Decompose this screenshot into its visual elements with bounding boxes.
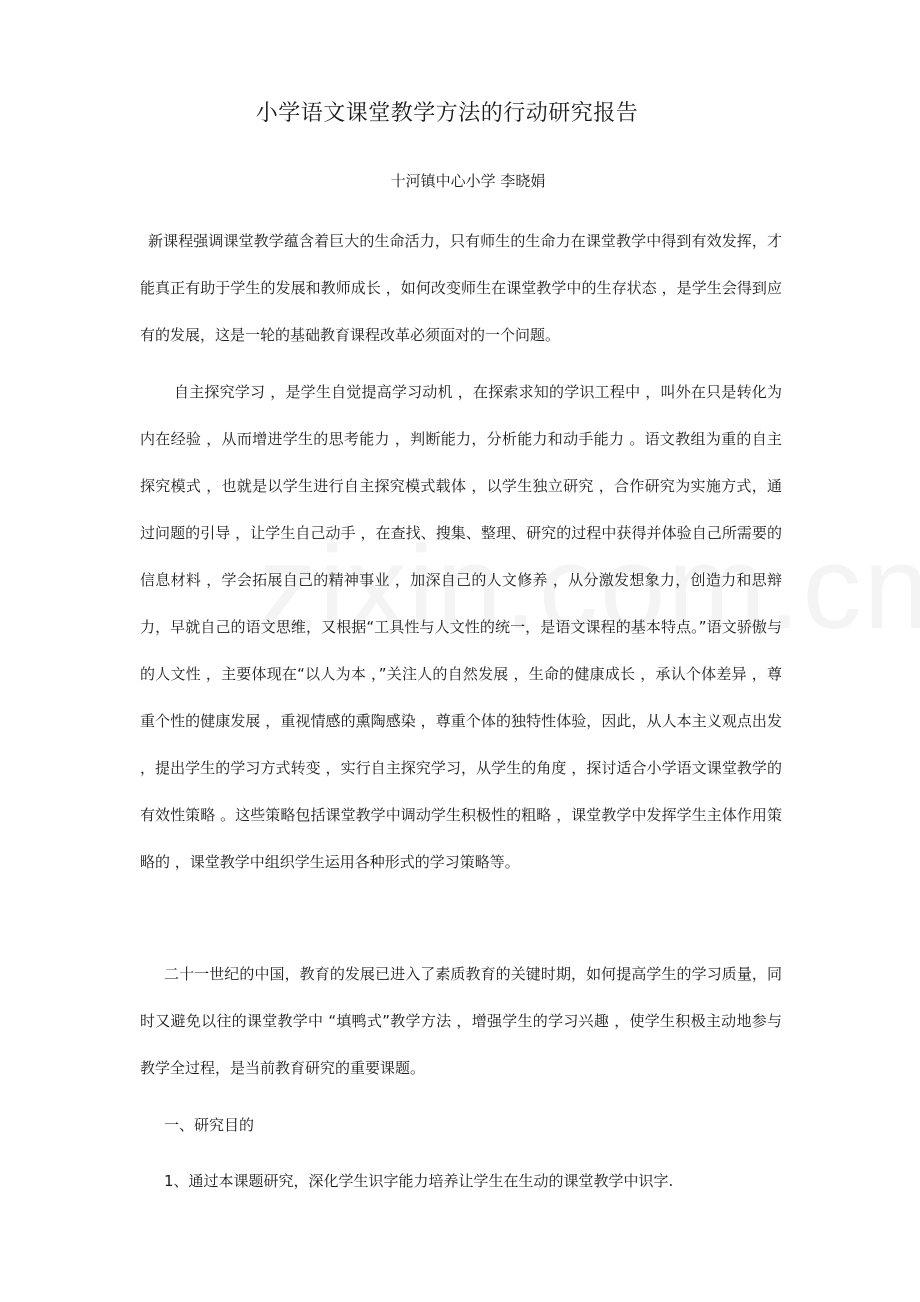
paragraph-intro: 新课程强调课堂教学蕴含着巨大的生命活力，只有师生的生命力在课堂教学中得到有效发挥，才能真正有助于学生的发展和教师成长 ，如何改变师生在课堂教学中的生存状态 ，是学生会得到应有的发展，这是一轮的基础教育课程改革必须面对的一个问题。 bbox=[140, 232, 782, 344]
document-author: 十河镇中心小学 李晓娟 bbox=[390, 172, 546, 190]
section-heading: 一、研究目的 bbox=[164, 1116, 255, 1134]
paragraph-21st-century: 二十一世纪的中国，教育的发展已进入了素质教育的关键时期，如何提高学生的学习质量，同时又避免以往的课堂教学中 “填鸭式”教学方法 ，增强学生的学习兴趣 ，使学生积极主动地参与教学全过程，是当前教育研究的重要课题。 bbox=[140, 965, 782, 1077]
paragraph-inquiry-learning: 自主探究学习 ，是学生自觉提高学习动机 ，在探索求知的学识工程中 ，叫外在只是转化为内在经验 ，从而增进学生的思考能力 ，判断能力，分析能力和动手能力 。语文教组为重的自主探究模式 ，也就是以学生进行自主探究模式载体 ，以学生独立研究 ，合作研究为实施方式，通过问题的引导 ，让学生自己动手 ，在查找、搜集、整理、研究的过程中获得并体验自己所需要的信息材料 ，学会拓展自己的精神事业 ，加深自己的人文修养 ，从分激发想象力，创造力和思辩力，早就自己的语文思维，又根据“工具性与人文性的统一，是语文课程的基本特点。”语文骄傲与的人文性 ，主要体现在“以人为本 ，”关注人的自然发展 ，生命的健康成长 ，承认个体差异 ，尊重个性的健康发展 ，重视情感的熏陶感染 ，尊重个体的独特性体验，因此，从人本主义观点出发 ，提出学生的学习方式转变 ，实行自主探究学习，从学生的角度 ，探讨适合小学语文课堂教学的有效性策略 。这些策略包括课堂教学中调动学生积极性的粗略 ，课堂教学中发挥学生主体作用策略的 ，课堂教学中组织学生运用各种形式的学习策略等。 bbox=[140, 383, 782, 871]
document-title: 小学语文课堂教学方法的行动研究报告 bbox=[255, 101, 639, 126]
list-item: 1、通过本课题研究，深化学生识字能力培养让学生在生动的课堂教学中识字. bbox=[164, 1172, 674, 1190]
